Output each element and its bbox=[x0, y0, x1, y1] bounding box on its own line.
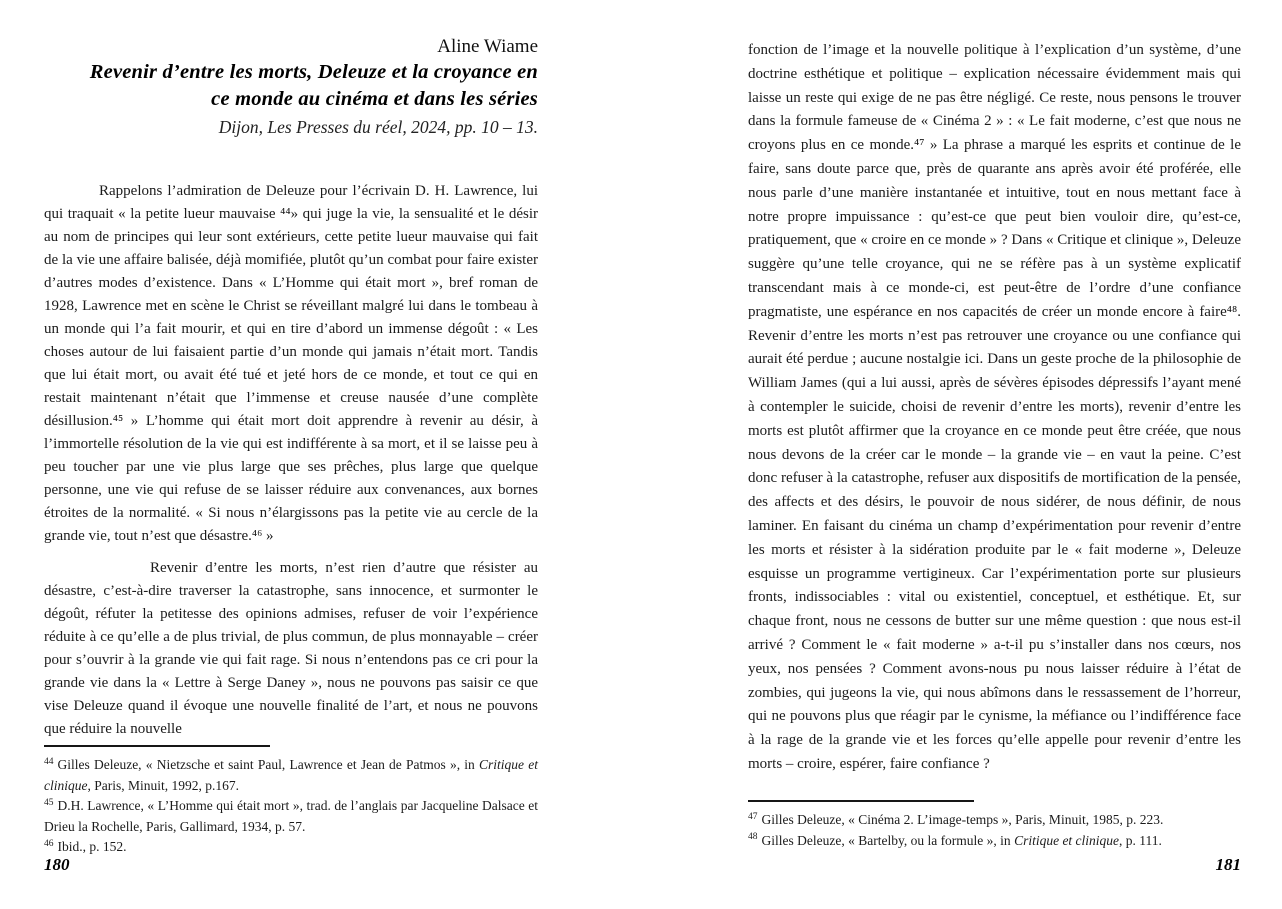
chapter-title-line-1: Revenir d’entre les morts, Deleuze et la croyance en bbox=[89, 61, 538, 83]
right-page-footnote-area bbox=[748, 800, 1241, 851]
page-number-right: 181 bbox=[1215, 855, 1241, 874]
footnote-text-italic: Critique et clinique bbox=[1014, 832, 1120, 848]
footnote bbox=[748, 831, 1241, 852]
footnote-text: , p. 111. bbox=[1119, 832, 1162, 848]
footnote-marker: 45 bbox=[44, 797, 54, 808]
footnote bbox=[44, 837, 538, 858]
footnote-text-italic: Critique et clinique bbox=[44, 757, 538, 793]
footnote-divider bbox=[44, 745, 270, 747]
footnote-text: Gilles Deleuze, « Bartelby, ou la formule », in bbox=[761, 832, 1015, 848]
footnote bbox=[44, 796, 538, 837]
book-page-left bbox=[44, 0, 538, 909]
footnote-text: Ibid., p. 152. bbox=[57, 839, 127, 854]
author-name: Aline Wiame bbox=[437, 36, 538, 57]
footnote-marker: 46 bbox=[44, 838, 54, 849]
footnote-marker: 44 bbox=[44, 756, 54, 767]
paragraph: Rappelons l’admiration de Deleuze pour l’écrivain D. H. Lawrence, lui qui traquait « la petite lueur mauvaise ⁴⁴» qui juge la vie, la sensualité et le désir au nom de principes qui leur sont extérieurs, cette petite lueur mauvaise qui fait de la vie une affaire balisée, déjà momifiée, plutôt qu’un combat pour faire exister d’autres modes d’existence. Dans « L’Homme qui était mort », bref roman de 1928, Lawrence met en scène le Christ se réveillant malgré lui dans le tombeau à un monde qui l’a fait mourir, et qui en tire d’abord un immense dégoût : « Les choses autour de lui faisaient partie d’un monde qui jamais n’était mort. Tandis que lui était mort, ou avait été tué et jeté hors de ce monde, et tout ce qui en restait maintenant n’était que l’immense et creuse nausée d’une complète désillusion.⁴⁵ » L’homme qui était mort doit apprendre à revenir au désir, à l’immortelle résolution de la vie qui est indifférente à sa mort, et il se laisse peu à peu toucher par une vie plus large que ses prêches, plus large que quelque personne, une vie qui refuse de se laisser réduire aux convenances, aux bornes étroites de la normalité. « Si nous n’élargissons pas la petite vie au cercle de la grande vie, tout n’est que désastre.⁴⁶ » bbox=[44, 183, 538, 544]
paragraph: fonction de l’image et la nouvelle politique à l’explication d’un système, d’une doctrine esthétique et politique – explication nécessaire évidemment mais qui laisse un reste qui exige de ne pas être négligé. Ce reste, nous pensons le trouver dans la formule fameuse de « Cinéma 2 » : « Le fait moderne, c’est que nous ne croyons plus en ce monde.⁴⁷ » La phrase a marqué les esprits et continue de le faire, sans doute parce que, près de quarante ans après avoir été proférée, elle nous parle d’une manière instantanée et intuitive, tout en nous mettant face à notre propre impuissance : qu’est-ce que peut bien vouloir dire, qu’est-ce, pratiquement, que « croire en ce monde » ? Dans « Critique et clinique », Deleuze suggère qu’une telle croyance, qui ne se réfère pas à un système explicatif transcendant mais à ce monde-ci, est peut-être de l’ordre d’une confiance pragmatiste, une espérance en nos capacités de créer un monde encore à faire⁴⁸. Revenir d’entre les morts n’est pas retrouver une croyance ou une confiance qui aurait été perdue ; aucune nostalgie ici. Dans un geste proche de la philosophie de William James (qui a lui aussi, après de sévères épisodes dépressifs l’ayant mené à contempler le suicide, choisi de revenir d’entre les morts), revenir d’entre les morts est plutôt affirmer que la croyance en ce monde peut être créée, que nous nous devons de la créer car le monde – la grande vie – en vaut la peine. C’est donc refuser à la catastrophe, refuser aux dispositifs de mortification de la pensée, des affects et des désirs, le pouvoir de nous sidérer, de nous définir, de nous laminer. En faisant du cinéma un champ d’expérimentation pour revenir d’entre les morts et résister à la sidération produite par le « fait moderne », Deleuze esquisse un programme vertigineux. Car l’expérimentation porte sur plusieurs fronts, indissociables : vital ou existentiel, conceptuel, et esthétique. Et, sur chaque front, nous ne cessons de butter sur une même question : que nous est-il arrivé ? Comment le « fait moderne » a-t-il pu s’installer dans nos cœurs, nos yeux, nos pensées ? Comment avons-nous pu nous laisser réduire à l’état de zombies, qui jugeons la vie, qui nous abîmons dans le ressassement de l’horreur, qui ne pouvons plus que réagir par le cynisme, la méfiance ou l’indifférence face à la rage de la grande vie et les forces qu’elle appelle pour revenir d’entre les morts – croire, espérer, faire confiance ? bbox=[748, 42, 1241, 772]
left-page-footnote-area bbox=[44, 745, 538, 858]
footnote bbox=[44, 755, 538, 796]
footnote-text: Gilles Deleuze, « Cinéma 2. L’image-temps », Paris, Minuit, 1985, p. 223. bbox=[761, 812, 1164, 827]
publication-reference: Dijon, Les Presses du réel, 2024, pp. 10 – 13. bbox=[218, 117, 538, 137]
page-number-left: 180 bbox=[44, 855, 70, 874]
footnote-text: D.H. Lawrence, « L’Homme qui était mort », trad. de l’anglais par Jacqueline Dalsace et Drieu la Rochelle, Paris, Gallimard, 1934, p. 57. bbox=[44, 798, 538, 834]
footnote-text: Gilles Deleuze, « Nietzsche et saint Paul, Lawrence et Jean de Patmos », in bbox=[57, 757, 480, 772]
footnote-marker: 47 bbox=[748, 811, 758, 822]
left-page-body-text bbox=[44, 180, 538, 741]
chapter-title-line-2: ce monde au cinéma et dans les séries bbox=[211, 88, 538, 110]
right-page-footnotes bbox=[748, 810, 1241, 851]
book-page-right bbox=[748, 0, 1241, 909]
footnote-divider bbox=[748, 800, 974, 802]
footnote bbox=[748, 810, 1241, 831]
chapter-header bbox=[44, 35, 538, 138]
right-page-body-text bbox=[748, 39, 1241, 777]
footnote-marker: 48 bbox=[748, 832, 758, 842]
footnote-text: , Paris, Minuit, 1992, p.167. bbox=[87, 777, 240, 793]
left-page-footnotes bbox=[44, 755, 538, 858]
paragraph: Revenir d’entre les morts, n’est rien d’autre que résister au désastre, c’est-à-dire traverser la catastrophe, sans innocence, et surmonter le dégoût, réfuter la petitesse des opinions admises, refuser de voir l’expérience réduite à ce qu’elle a de plus trivial, de plus commun, de plus monnayable – créer pour s’ouvrir à la grande vie qui fait rage. Si nous n’entendons pas ce cri pour la grande vie dans la « Lettre à Serge Daney », nous ne pouvons pas saisir ce que vise Deleuze quand il évoque une nouvelle finalité de l’art, et nous ne pouvons que réduire la nouvelle bbox=[44, 560, 538, 737]
